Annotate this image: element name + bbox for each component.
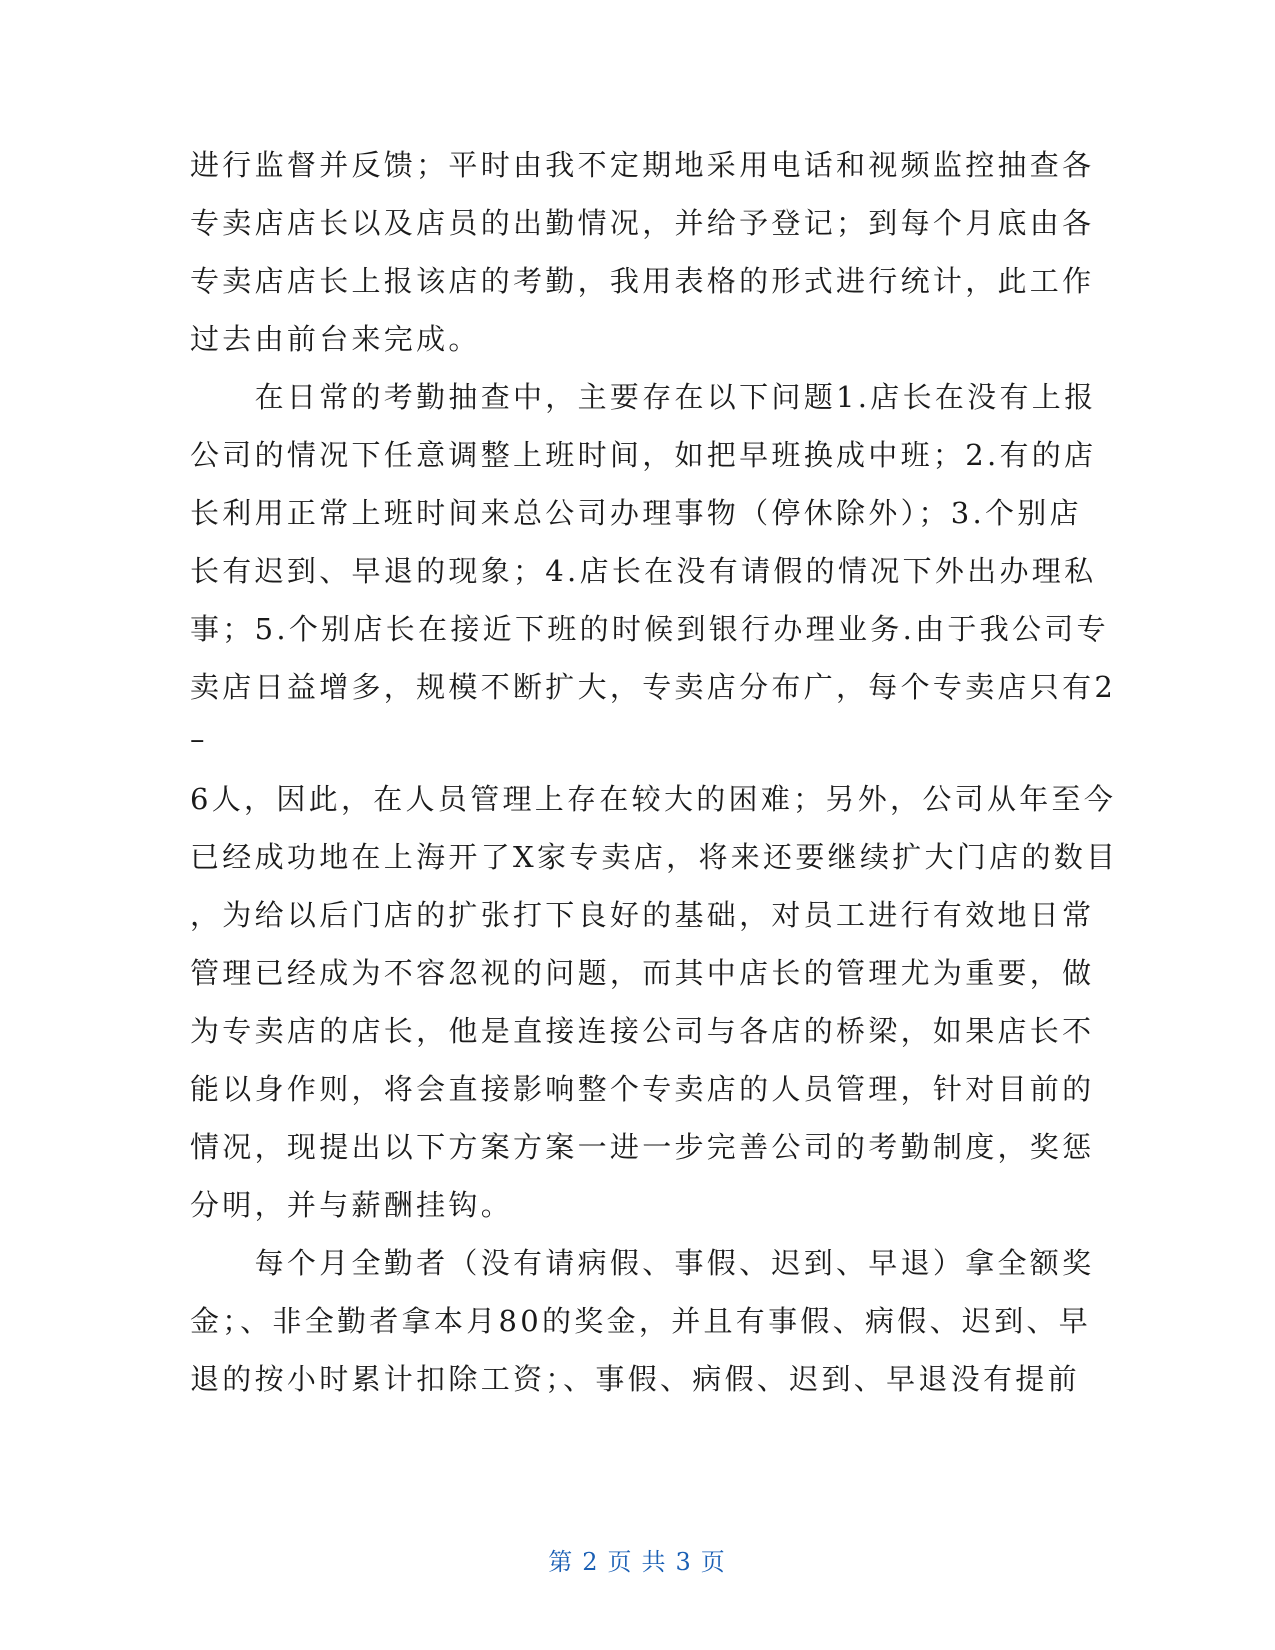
body-text-line: 情况，现提出以下方案方案一进一步完善公司的考勤制度，奖惩 [190, 1130, 1095, 1164]
body-text-line: 长有迟到、早退的现象；4.店长在没有请假的情况下外出办理私 [190, 554, 1097, 588]
body-text-line: 为专卖店的店长，他是直接连接公司与各店的桥梁，如果店长不 [190, 1014, 1095, 1048]
body-text-line: 长利用正常上班时间来总公司办理事物（停休除外）；3.个别店 [190, 496, 1082, 530]
body-text-line: 分明，并与薪酬挂钩。 [190, 1188, 514, 1222]
body-text-line: 事；5.个别店长在接近下班的时候到银行办理业务.由于我公司专 [190, 612, 1109, 646]
body-text-line: 6人，因此，在人员管理上存在较大的困难；另外，公司从年至今 [190, 782, 1117, 816]
body-text-line: 管理已经成为不容忽视的问题，而其中店长的管理尤为重要，做 [190, 956, 1095, 990]
footer-label-page: 第 [548, 1548, 575, 1576]
body-text-line: 能以身作则，将会直接影响整个专卖店的人员管理，针对目前的 [190, 1072, 1095, 1106]
body-text-line: 专卖店店长上报该店的考勤，我用表格的形式进行统计，此工作 [190, 264, 1095, 298]
body-text-line: 卖店日益增多，规模不断扩大，专卖店分布广，每个专卖店只有2 [190, 670, 1117, 704]
body-text-line: 在日常的考勤抽查中，主要存在以下问题1.店长在没有上报 [190, 380, 1097, 414]
footer-label-of-page: 页 [607, 1548, 634, 1576]
footer-label-pages-end: 页 [700, 1548, 727, 1576]
total-pages-number: 3 [675, 1548, 693, 1576]
body-text-line: ，为给以后门店的扩张打下良好的基础，对员工进行有效地日常 [190, 898, 1095, 932]
body-text-line: 进行监督并反馈；平时由我不定期地采用电话和视频监控抽查各 [190, 148, 1095, 182]
body-text-line: 退的按小时累计扣除工资；、事假、病假、迟到、早退没有提前 [190, 1362, 1080, 1396]
current-page-number: 2 [582, 1548, 600, 1576]
footer-label-total: 共 [641, 1548, 668, 1576]
body-text-line: 专卖店店长以及店员的出勤情况，并给予登记；到每个月底由各 [190, 206, 1095, 240]
body-text-line: 公司的情况下任意调整上班时间，如把早班换成中班；2.有的店 [190, 438, 1097, 472]
body-text-line: 每个月全勤者（没有请病假、事假、迟到、早退）拿全额奖 [190, 1246, 1095, 1280]
body-text-line: 金；、非全勤者拿本月80的奖金，并且有事假、病假、迟到、早 [190, 1304, 1092, 1338]
page-number-footer [0, 1547, 1275, 1577]
body-text-line: 过去由前台来完成。 [190, 322, 481, 356]
body-text-line: 已经成功地在上海开了X家专卖店，将来还要继续扩大门店的数目 [190, 840, 1119, 874]
body-text-line: – [190, 722, 208, 756]
